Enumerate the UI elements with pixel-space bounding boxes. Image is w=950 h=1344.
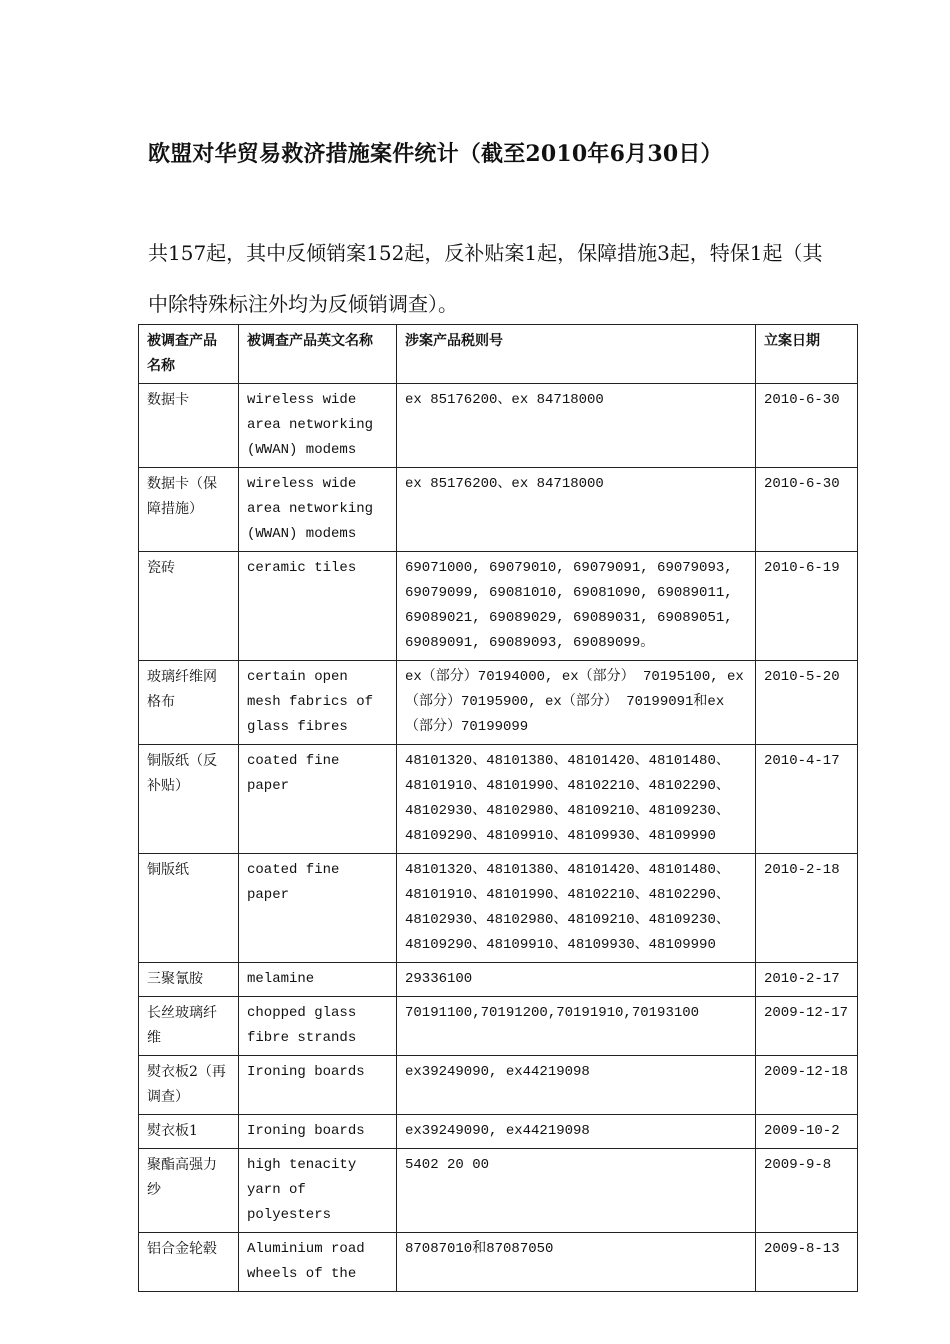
cell-date: 2010-6-30 xyxy=(756,468,858,552)
cell-product-en: wireless wide area networking (WWAN) modems xyxy=(239,384,397,468)
cell-date: 2010-6-30 xyxy=(756,384,858,468)
cell-product-en: certain open mesh fabrics of glass fibres xyxy=(239,661,397,745)
cell-hs-codes: ex39249090, ex44219098 xyxy=(397,1115,756,1149)
cell-date: 2009-10-2 xyxy=(756,1115,858,1149)
cell-hs-codes: 70191100,70191200,70191910,70193100 xyxy=(397,997,756,1056)
table-row xyxy=(139,384,858,468)
cell-product-en: melamine xyxy=(239,963,397,997)
cell-product-en: wireless wide area networking (WWAN) modems xyxy=(239,468,397,552)
table-header-row xyxy=(139,325,858,384)
cell-product-cn: 三聚氰胺 xyxy=(139,963,239,997)
cell-product-cn: 数据卡 xyxy=(139,384,239,468)
table-row xyxy=(139,963,858,997)
header-product-en: 被调查产品英文名称 xyxy=(239,325,397,384)
cell-product-cn: 熨衣板1 xyxy=(139,1115,239,1149)
table-row xyxy=(139,1233,858,1292)
cell-hs-codes: 69071000, 69079010, 69079091, 69079093, 69079099, 69081010, 69081090, 69089011, 69089021, 69089029, 69089031, 69089051, 69089091, 69089093, 69089099。 xyxy=(397,552,756,661)
table-row xyxy=(139,745,858,854)
cell-date: 2009-12-18 xyxy=(756,1056,858,1115)
cell-date: 2010-2-17 xyxy=(756,963,858,997)
cell-product-cn: 瓷砖 xyxy=(139,552,239,661)
table-row xyxy=(139,1115,858,1149)
cell-product-en: Ironing boards xyxy=(239,1115,397,1149)
cell-date: 2010-4-17 xyxy=(756,745,858,854)
cell-hs-codes: ex39249090, ex44219098 xyxy=(397,1056,756,1115)
cell-product-en: chopped glass fibre strands xyxy=(239,997,397,1056)
table-row xyxy=(139,997,858,1056)
cell-product-en: high tenacity yarn of polyesters xyxy=(239,1149,397,1233)
cell-hs-codes: 48101320、48101380、48101420、48101480、48101910、48101990、48102210、48102290、48102930、48102980、48109210、48109230、48109290、48109910、48109930、48109990 xyxy=(397,854,756,963)
cell-product-en: coated fine paper xyxy=(239,854,397,963)
cases-table xyxy=(138,324,858,1292)
cell-product-en: Aluminium road wheels of the xyxy=(239,1233,397,1292)
table-row xyxy=(139,1056,858,1115)
cell-date: 2009-8-13 xyxy=(756,1233,858,1292)
cell-product-cn: 熨衣板2（再调查） xyxy=(139,1056,239,1115)
cell-product-cn: 长丝玻璃纤维 xyxy=(139,997,239,1056)
cell-product-cn: 数据卡（保障措施） xyxy=(139,468,239,552)
cell-date: 2009-12-17 xyxy=(756,997,858,1056)
cell-hs-codes: ex 85176200、ex 84718000 xyxy=(397,384,756,468)
cell-product-cn: 聚酯高强力纱 xyxy=(139,1149,239,1233)
cell-hs-codes: 5402 20 00 xyxy=(397,1149,756,1233)
page-title: 欧盟对华贸易救济措施案件统计（截至2010年6月30日） xyxy=(148,141,723,167)
cell-product-en: coated fine paper xyxy=(239,745,397,854)
cell-date: 2010-5-20 xyxy=(756,661,858,745)
table-row xyxy=(139,854,858,963)
cell-hs-codes: 48101320、48101380、48101420、48101480、48101910、48101990、48102210、48102290、48102930、48102980、48109210、48109230、48109290、48109910、48109930、48109990 xyxy=(397,745,756,854)
cell-hs-codes: ex 85176200、ex 84718000 xyxy=(397,468,756,552)
table-row xyxy=(139,661,858,745)
cell-hs-codes: 29336100 xyxy=(397,963,756,997)
table-row xyxy=(139,468,858,552)
header-hs-codes: 涉案产品税则号 xyxy=(397,325,756,384)
cell-product-cn: 玻璃纤维网格布 xyxy=(139,661,239,745)
cell-product-en: ceramic tiles xyxy=(239,552,397,661)
summary-paragraph: 共157起，其中反倾销案152起，反补贴案1起，保障措施3起，特保1起（其中除特殊标注外均为反倾销调查）。 xyxy=(148,241,823,316)
cell-date: 2010-2-18 xyxy=(756,854,858,963)
cell-product-en: Ironing boards xyxy=(239,1056,397,1115)
cell-hs-codes: ex（部分）70194000, ex（部分） 70195100, ex（部分）70195900, ex（部分） 70199091和ex （部分）70199099 xyxy=(397,661,756,745)
cell-hs-codes: 87087010和87087050 xyxy=(397,1233,756,1292)
header-product-cn: 被调查产品名称 xyxy=(139,325,239,384)
header-date: 立案日期 xyxy=(756,325,858,384)
table-row xyxy=(139,552,858,661)
table-body xyxy=(139,384,858,1292)
cell-product-cn: 铜版纸（反补贴） xyxy=(139,745,239,854)
table-row xyxy=(139,1149,858,1233)
cell-product-cn: 铝合金轮毂 xyxy=(139,1233,239,1292)
cell-date: 2010-6-19 xyxy=(756,552,858,661)
cell-date: 2009-9-8 xyxy=(756,1149,858,1233)
cell-product-cn: 铜版纸 xyxy=(139,854,239,963)
